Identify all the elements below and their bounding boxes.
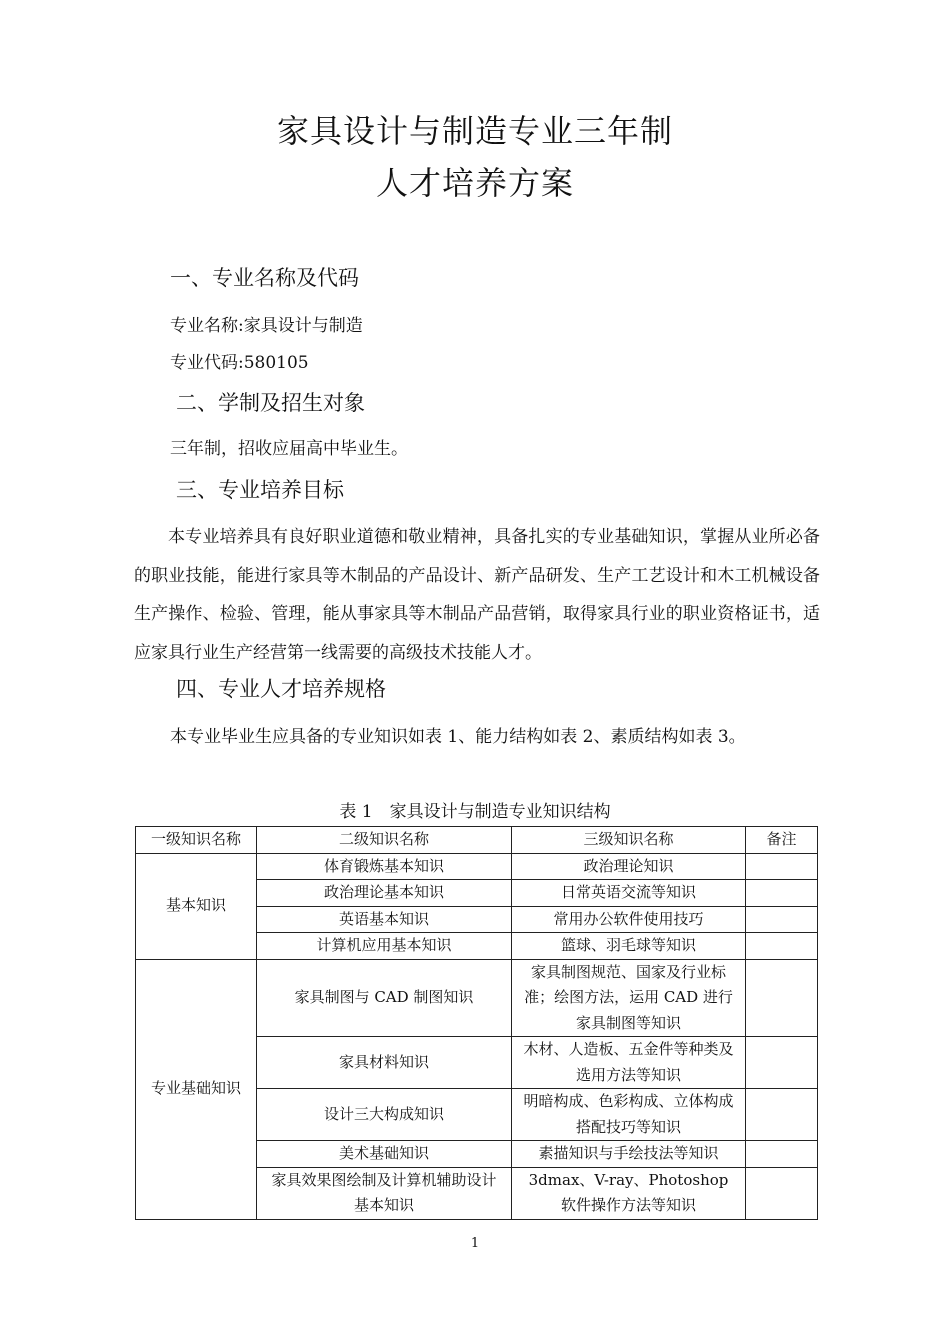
document-title-line1: 家具设计与制造专业三年制: [276, 112, 673, 150]
level3-cell: 篮球、羽毛球等知识: [512, 933, 746, 960]
level3-cell: 家具制图规范、国家及行业标准；绘图方法，运用 CAD 进行家具制图等知识: [512, 959, 746, 1037]
header-cell: 二级知识名称: [257, 827, 512, 854]
note-cell: [746, 853, 818, 880]
note-cell: [746, 1089, 818, 1141]
level2-cell: 设计三大构成知识: [257, 1089, 512, 1141]
level1-cell: 基本知识: [136, 853, 257, 959]
major-code-line: 专业代码:580105: [170, 353, 309, 373]
note-cell: [746, 933, 818, 960]
level3-cell: 常用办公软件使用技巧: [512, 906, 746, 933]
table-header-row: [136, 827, 818, 854]
section4-text: 本专业毕业生应具备的专业知识如表 1、能力结构如表 2、素质结构如表 3。: [170, 727, 746, 747]
header-cell: 三级知识名称: [512, 827, 746, 854]
level3-cell: 政治理论知识: [512, 853, 746, 880]
level3-cell: 素描知识与手绘技法等知识: [512, 1141, 746, 1168]
major-name-line: 专业名称:家具设计与制造: [170, 316, 363, 336]
section3-paragraph: 本专业培养具有良好职业道德和敬业精神，具备扎实的专业基础知识，掌握从业所必备的职业技能，能进行家具等木制品的产品设计、新产品研发、生产工艺设计和木工机械设备生产操作、检验、管理，能从事家具等木制品产品营销，取得家具行业的职业资格证书，适应家具行业生产经营第一线需要的高级技术技能人才。: [134, 527, 820, 663]
header-cell: 一级知识名称: [136, 827, 257, 854]
table-row: [136, 853, 818, 880]
note-cell: [746, 906, 818, 933]
level2-cell: 家具效果图绘制及计算机辅助设计基本知识: [257, 1167, 512, 1219]
level1-cell: 专业基础知识: [136, 959, 257, 1219]
level3-cell: 3dmax、V-ray、Photoshop 软件操作方法等知识: [512, 1167, 746, 1219]
section4-heading: 四、专业人才培养规格: [176, 677, 386, 701]
level2-cell: 政治理论基本知识: [257, 880, 512, 907]
note-cell: [746, 1167, 818, 1219]
page-number: 1: [470, 1236, 480, 1251]
level2-cell: 英语基本知识: [257, 906, 512, 933]
table1-caption: 表 1 家具设计与制造专业知识结构: [339, 802, 611, 822]
note-cell: [746, 1037, 818, 1089]
level3-cell: 木材、人造板、五金件等种类及选用方法等知识: [512, 1037, 746, 1089]
section2-text: 三年制，招收应届高中毕业生。: [170, 439, 408, 459]
table-row: [136, 959, 818, 1037]
level3-cell: 日常英语交流等知识: [512, 880, 746, 907]
note-cell: [746, 959, 818, 1037]
knowledge-structure-table: [135, 826, 818, 1220]
section1-heading: 一、专业名称及代码: [170, 266, 359, 290]
document-title-line2: 人才培养方案: [375, 164, 574, 202]
level2-cell: 家具材料知识: [257, 1037, 512, 1089]
note-cell: [746, 1141, 818, 1168]
header-cell: 备注: [746, 827, 818, 854]
level3-cell: 明暗构成、色彩构成、立体构成搭配技巧等知识: [512, 1089, 746, 1141]
section3-heading: 三、专业培养目标: [176, 478, 344, 502]
level2-cell: 家具制图与 CAD 制图知识: [257, 959, 512, 1037]
level2-cell: 美术基础知识: [257, 1141, 512, 1168]
note-cell: [746, 880, 818, 907]
level2-cell: 体育锻炼基本知识: [257, 853, 512, 880]
section2-heading: 二、学制及招生对象: [176, 391, 365, 415]
level2-cell: 计算机应用基本知识: [257, 933, 512, 960]
